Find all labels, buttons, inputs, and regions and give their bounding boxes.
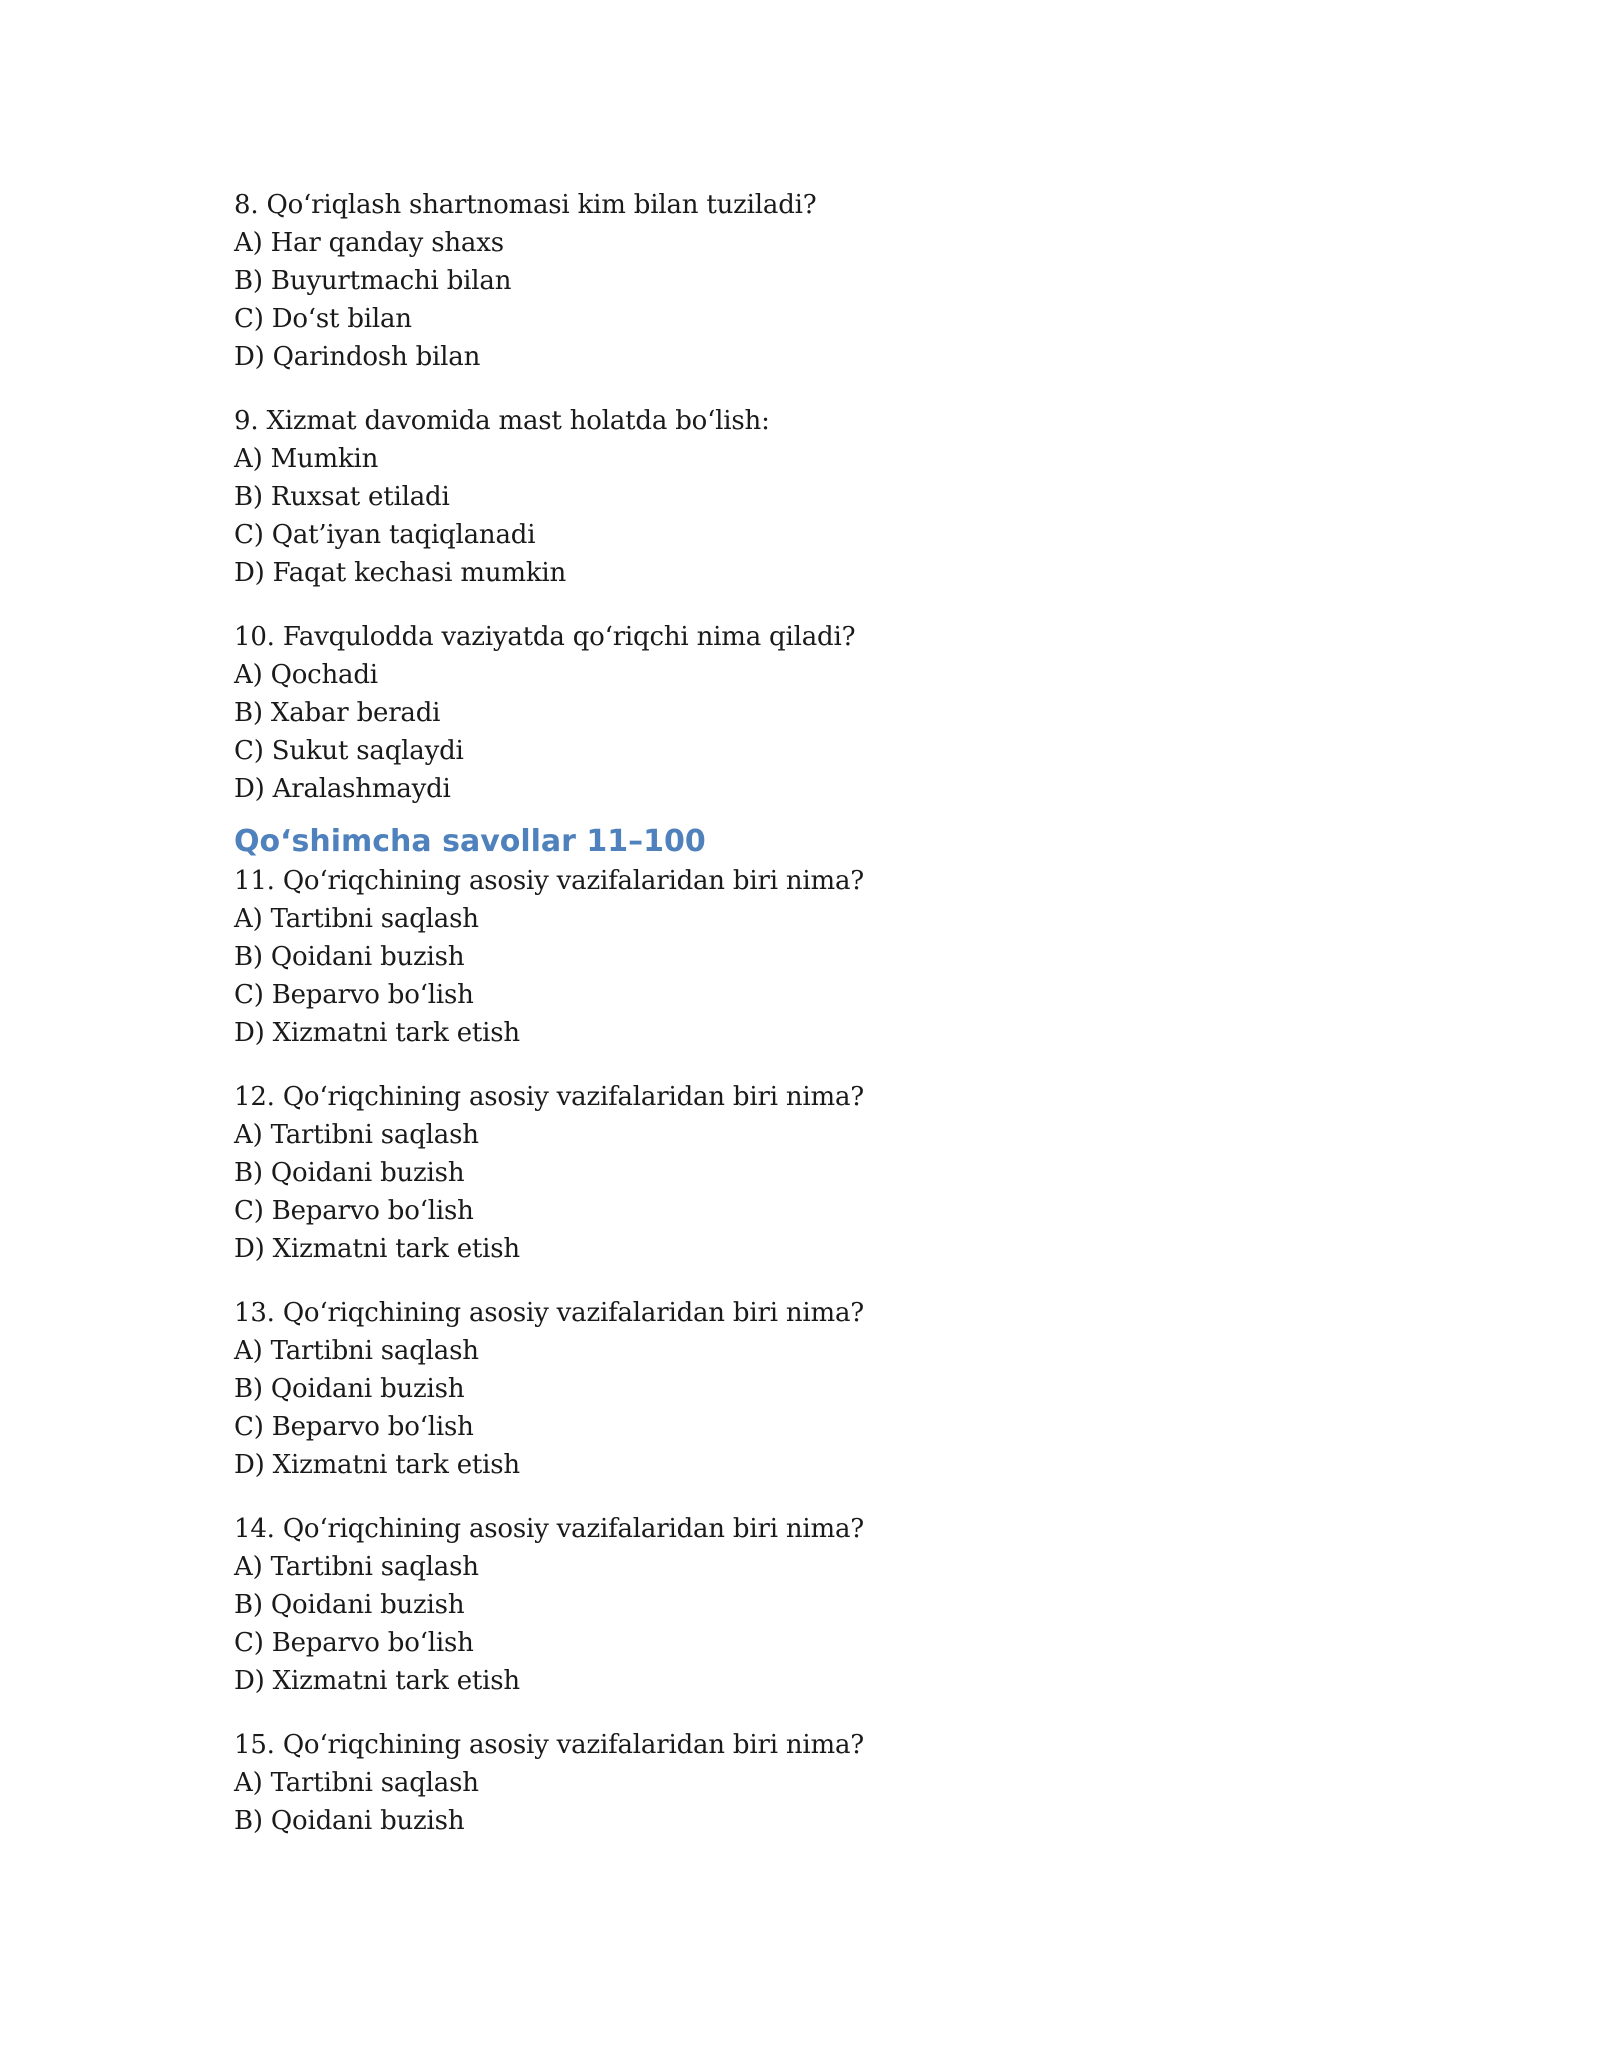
question-text: 14. Qo‘riqchining asosiy vazifalaridan biri nima? <box>234 1514 865 1544</box>
option-a: A) Tartibni saqlash <box>234 1336 479 1366</box>
question-block-9 <box>234 402 1334 592</box>
question-block-15 <box>234 1726 1334 1840</box>
question-block-8 <box>234 186 1334 376</box>
question-block-12 <box>234 1078 1334 1268</box>
option-b: B) Qoidani buzish <box>234 1590 465 1620</box>
option-b: B) Qoidani buzish <box>234 1374 465 1404</box>
question-block-11 <box>234 862 1334 1052</box>
option-b: B) Buyurtmachi bilan <box>234 266 512 296</box>
document-content <box>234 186 1334 1866</box>
option-a: A) Mumkin <box>234 444 379 474</box>
option-d: D) Aralashmaydi <box>234 774 451 804</box>
option-c: C) Beparvo bo‘lish <box>234 980 474 1010</box>
option-c: C) Qat’iyan taqiqlanadi <box>234 520 536 550</box>
section-heading: Qo‘shimcha savollar 11–100 <box>234 824 706 859</box>
option-d: D) Faqat kechasi mumkin <box>234 558 567 588</box>
option-a: A) Qochadi <box>234 660 378 690</box>
option-d: D) Xizmatni tark etish <box>234 1666 520 1696</box>
option-b: B) Qoidani buzish <box>234 1806 465 1836</box>
option-c: C) Do‘st bilan <box>234 304 412 334</box>
option-d: D) Xizmatni tark etish <box>234 1450 520 1480</box>
question-text: 13. Qo‘riqchining asosiy vazifalaridan biri nima? <box>234 1298 865 1328</box>
question-block-14 <box>234 1510 1334 1700</box>
option-d: D) Qarindosh bilan <box>234 342 481 372</box>
option-a: A) Tartibni saqlash <box>234 904 479 934</box>
option-b: B) Qoidani buzish <box>234 1158 465 1188</box>
option-c: C) Beparvo bo‘lish <box>234 1628 474 1658</box>
option-d: D) Xizmatni tark etish <box>234 1234 520 1264</box>
option-c: C) Sukut saqlaydi <box>234 736 464 766</box>
question-text: 9. Xizmat davomida mast holatda bo‘lish: <box>234 406 770 436</box>
option-a: A) Tartibni saqlash <box>234 1552 479 1582</box>
option-a: A) Tartibni saqlash <box>234 1768 479 1798</box>
option-c: C) Beparvo bo‘lish <box>234 1412 474 1442</box>
question-block-10 <box>234 618 1334 808</box>
option-d: D) Xizmatni tark etish <box>234 1018 520 1048</box>
option-a: A) Har qanday shaxs <box>234 228 504 258</box>
option-b: B) Ruxsat etiladi <box>234 482 450 512</box>
question-text: 10. Favqulodda vaziyatda qo‘riqchi nima qiladi? <box>234 622 856 652</box>
question-text: 12. Qo‘riqchining asosiy vazifalaridan biri nima? <box>234 1082 865 1112</box>
question-text: 15. Qo‘riqchining asosiy vazifalaridan biri nima? <box>234 1730 865 1760</box>
option-b: B) Xabar beradi <box>234 698 441 728</box>
question-text: 8. Qo‘riqlash shartnomasi kim bilan tuziladi? <box>234 190 817 220</box>
question-block-13 <box>234 1294 1334 1484</box>
question-text: 11. Qo‘riqchining asosiy vazifalaridan biri nima? <box>234 866 865 896</box>
option-b: B) Qoidani buzish <box>234 942 465 972</box>
option-c: C) Beparvo bo‘lish <box>234 1196 474 1226</box>
option-a: A) Tartibni saqlash <box>234 1120 479 1150</box>
